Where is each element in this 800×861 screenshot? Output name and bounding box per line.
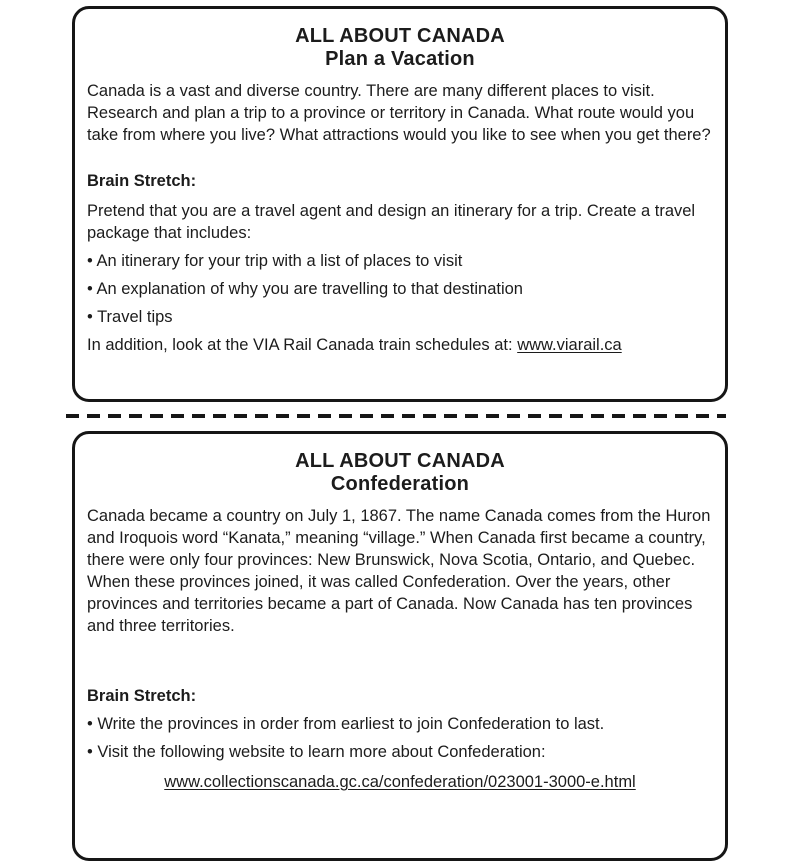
confederation-brain-stretch-label: Brain Stretch: — [87, 687, 197, 705]
vacation-card-title — [87, 25, 713, 71]
confederation-link-line — [87, 771, 713, 793]
vacation-brain-stretch-intro: Pretend that you are a travel agent and design an itinerary for a trip. Create a travel package that includes: — [87, 202, 696, 242]
dashed-separator — [66, 414, 726, 418]
confederation-title-line1: ALL ABOUT CANADA — [295, 450, 505, 472]
confederation-card — [72, 431, 728, 861]
vacation-bullet-itinerary: • An itinerary for your trip with a list of places to visit — [87, 252, 463, 270]
vacation-title-line1: ALL ABOUT CANADA — [295, 25, 505, 47]
vacation-title-line2: Plan a Vacation — [325, 48, 475, 70]
confederation-bullet-visit-website: • Visit the following website to learn more about Confederation: — [87, 743, 546, 761]
confederation-bullet-write-provinces: • Write the provinces in order from earliest to join Confederation to last. — [87, 715, 605, 733]
confederation-title-line2: Confederation — [330, 473, 470, 495]
vacation-card — [72, 6, 728, 402]
vacation-brain-stretch-label: Brain Stretch: — [87, 172, 197, 190]
vacation-intro-paragraph: Canada is a vast and diverse country. There are many different places to visit. Research and plan a trip to a province or territory in Canada. What route would you take from where you live? What attractions would you like to see when you get there? — [87, 82, 711, 144]
vacation-bullet-explanation: • An explanation of why you are travelling to that destination — [87, 280, 523, 298]
collectionscanada-link[interactable]: www.collectionscanada.gc.ca/confederation/023001-3000-e.html — [164, 773, 636, 791]
vacation-bullet-travel-tips: • Travel tips — [87, 308, 173, 326]
viarail-link[interactable]: www.viarail.ca — [517, 336, 622, 354]
vacation-viarail-line — [87, 334, 713, 356]
vacation-viarail-prefix: In addition, look at the VIA Rail Canada train schedules at: — [87, 336, 518, 354]
confederation-intro-paragraph: Canada became a country on July 1, 1867. The name Canada comes from the Huron and Iroquois word “Kanata,” meaning “village.” When Canada first became a country, there were only four provinces: New Brunswick, Nova Scotia, Ontario, and Quebec. When these provinces joined, it was called Confederation. Over the years, other provinces and territories became a part of Canada. Now Canada has ten provinces and three territories. — [87, 507, 711, 635]
confederation-card-title — [87, 450, 713, 496]
